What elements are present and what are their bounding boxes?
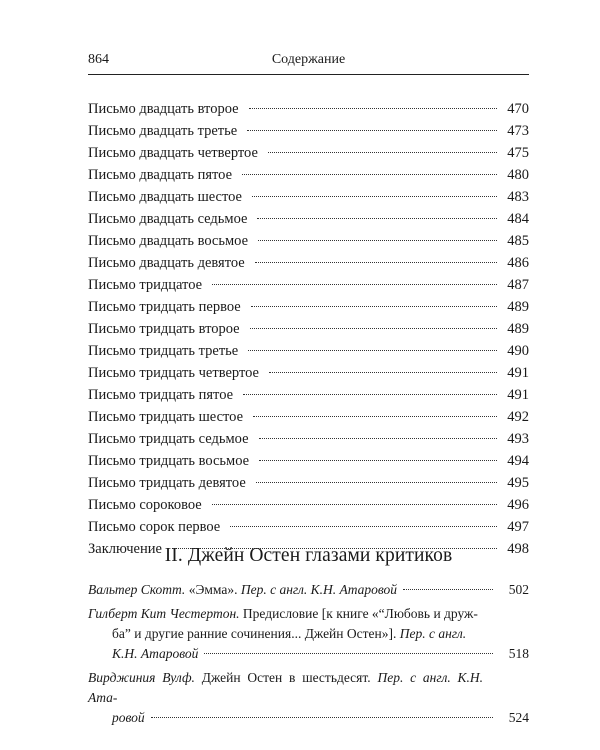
toc-entry-title: Письмо тридцать седьмое	[88, 431, 249, 447]
dot-leader	[269, 372, 497, 373]
toc-entry-title: Письмо двадцать восьмое	[88, 233, 249, 249]
page-ref: 473	[507, 123, 529, 139]
toc-entry-title: Письмо двадцать шестое	[88, 189, 242, 205]
toc-entry-title: Письмо тридцать девятое	[88, 475, 246, 491]
page-ref: 484	[507, 211, 529, 227]
dot-leader	[255, 262, 497, 263]
page-ref: 492	[507, 409, 529, 425]
toc-entry[interactable]	[88, 164, 529, 186]
toc-entry-title: Письмо двадцать пятое	[88, 167, 233, 183]
page-ref: 502	[508, 582, 529, 597]
toc-entry-title: Письмо двадцать четвертое	[88, 145, 258, 161]
toc-entry[interactable]	[88, 186, 529, 208]
entry-text	[88, 668, 483, 708]
page-ref: 486	[507, 255, 529, 271]
toc-entry-title: Письмо тридцатое	[88, 277, 203, 293]
header-rule	[88, 74, 529, 75]
translator-note-cont: ровой	[112, 710, 145, 725]
dot-leader	[252, 196, 497, 197]
dot-leader	[250, 328, 497, 329]
toc-entry-title: Письмо двадцать девятое	[88, 255, 245, 271]
running-head-title: Содержание	[271, 52, 346, 67]
page-ref: 470	[507, 101, 529, 117]
toc-entry[interactable]	[88, 428, 529, 450]
page-ref: 518	[508, 646, 529, 661]
toc-entry-scott[interactable]	[88, 580, 529, 600]
toc-entry-title: Письмо тридцать восьмое	[88, 453, 250, 469]
dot-leader	[247, 130, 497, 131]
dot-leader	[251, 306, 497, 307]
toc-entry[interactable]	[88, 252, 529, 274]
page-ref: 489	[507, 321, 529, 337]
page-ref: 485	[507, 233, 529, 249]
dot-leader	[259, 460, 497, 461]
toc-entry[interactable]	[88, 120, 529, 142]
toc-entry[interactable]	[88, 384, 529, 406]
page-ref: 480	[507, 167, 529, 183]
dot-leader	[151, 717, 493, 718]
toc-entry-title: Письмо тридцать шестое	[88, 409, 244, 425]
toc-entry[interactable]	[88, 450, 529, 472]
page-number: 864	[88, 52, 109, 67]
toc-entry[interactable]	[88, 318, 529, 340]
toc-entry-title: Письмо тридцать третье	[88, 343, 239, 359]
page-ref: 493	[507, 431, 529, 447]
toc-entry[interactable]	[88, 274, 529, 296]
dot-leader	[258, 240, 497, 241]
entry-text-cont	[112, 624, 466, 644]
page-ref: 497	[507, 519, 529, 535]
work-title: «Эмма».	[188, 582, 238, 597]
toc-entry-title: Письмо двадцать второе	[88, 101, 239, 117]
critics-list	[88, 580, 529, 732]
dot-leader	[253, 416, 497, 417]
dot-leader	[256, 482, 497, 483]
page-ref: 496	[507, 497, 529, 513]
toc-entry[interactable]	[88, 494, 529, 516]
dot-leader	[212, 284, 497, 285]
toc-entry[interactable]	[88, 472, 529, 494]
work-title: Предисловие [к книге «“Любовь и друж-	[242, 606, 478, 621]
toc-entry[interactable]	[88, 98, 529, 120]
entry-text	[88, 580, 397, 600]
page-ref: 524	[508, 710, 529, 725]
page-ref: 491	[507, 365, 529, 381]
toc-entry-title: Заключение	[88, 541, 162, 557]
toc-entry[interactable]	[88, 406, 529, 428]
dot-leader	[403, 589, 493, 590]
toc-entry-title: Письмо двадцать седьмое	[88, 211, 248, 227]
toc-entry[interactable]	[88, 362, 529, 384]
page-ref: 498	[507, 541, 529, 557]
dot-leader	[212, 504, 497, 505]
dot-leader	[230, 526, 497, 527]
toc-entry[interactable]	[88, 516, 529, 538]
toc-entry-title: Письмо тридцать второе	[88, 321, 240, 337]
page-ref: 495	[507, 475, 529, 491]
dot-leader	[243, 394, 497, 395]
translator-note: Пер. с англ. К.Н. Атаровой	[240, 582, 398, 597]
toc-entry[interactable]	[88, 296, 529, 318]
running-head	[88, 52, 529, 72]
toc-entry-title: Письмо тридцать четвертое	[88, 365, 259, 381]
page-ref: 494	[507, 453, 529, 469]
dot-leader	[268, 152, 497, 153]
toc-entry[interactable]	[88, 340, 529, 362]
dot-leader	[249, 108, 497, 109]
toc-entry-woolf[interactable]	[88, 668, 529, 728]
toc-entry-title: Письмо сорок первое	[88, 519, 221, 535]
page-ref: 475	[507, 145, 529, 161]
dot-leader	[259, 438, 497, 439]
page-ref: 489	[507, 299, 529, 315]
section-heading: II. Джейн Остен глазами критиков	[164, 545, 453, 566]
page-ref: 491	[507, 387, 529, 403]
page-ref: 490	[507, 343, 529, 359]
entry-text	[88, 604, 478, 624]
toc-entry[interactable]	[88, 208, 529, 230]
author-name: Гилберт Кит Честертон.	[88, 606, 240, 621]
work-title: Джейн Остен в шестьдесят.	[201, 670, 371, 685]
page-ref: 487	[507, 277, 529, 293]
toc-entry-chesterton[interactable]	[88, 604, 529, 664]
dot-leader	[257, 218, 497, 219]
toc-entry-title: Письмо тридцать первое	[88, 299, 241, 315]
dot-leader	[204, 653, 493, 654]
author-name: Вальтер Скотт.	[88, 582, 186, 597]
toc-entry-title: Письмо тридцать пятое	[88, 387, 234, 403]
dot-leader	[242, 174, 497, 175]
translator-note: Пер. с англ. К.Н. Ата-	[88, 670, 484, 705]
author-name: Вирджиния Вулф.	[88, 670, 195, 685]
toc-entry[interactable]	[88, 230, 529, 252]
toc-entry-title: Письмо сороковое	[88, 497, 202, 513]
work-title-cont: ба” и другие ранние сочинения... Джейн Остен»].	[112, 626, 397, 641]
toc-list	[88, 98, 529, 560]
translator-note-cont: К.Н. Атаровой	[112, 646, 199, 661]
toc-entry[interactable]	[88, 142, 529, 164]
translator-note: Пер. с англ.	[399, 626, 467, 641]
page-ref: 483	[507, 189, 529, 205]
toc-entry-title: Письмо двадцать третье	[88, 123, 238, 139]
dot-leader	[248, 350, 497, 351]
